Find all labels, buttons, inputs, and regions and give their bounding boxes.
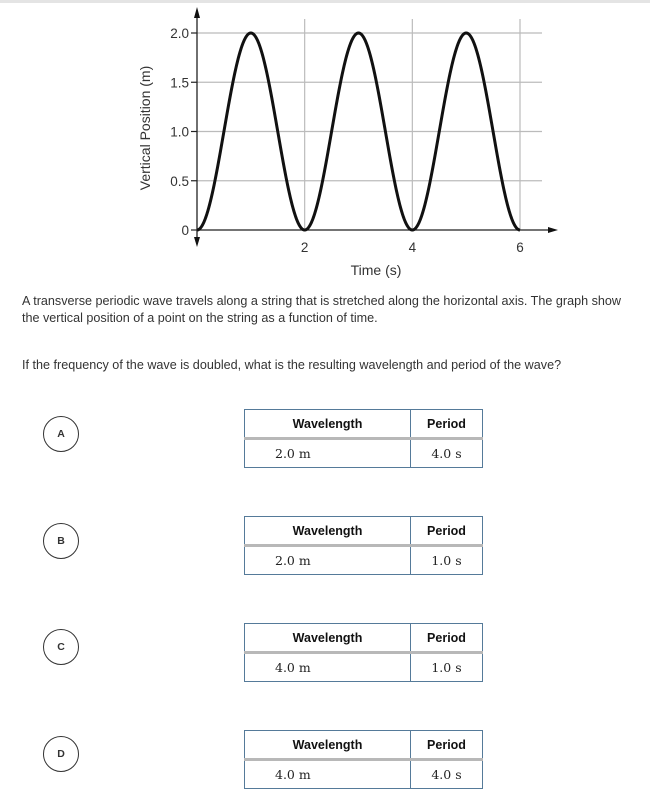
wave-chart [0, 0, 650, 285]
answer-table [244, 730, 483, 789]
y-tick-label: 2.0 [170, 26, 189, 41]
header-wavelength: Wavelength [245, 410, 411, 439]
answer-table [244, 409, 483, 468]
question-prompt: If the frequency of the wave is doubled, what is the resulting wavelength and period of the wave? [22, 357, 650, 374]
x-tick-label: 2 [301, 240, 309, 255]
chart-axes [194, 7, 558, 247]
y-tick-label: 0.5 [170, 174, 189, 189]
x-axis-label: Time (s) [351, 262, 402, 278]
cell-period: 1.0 s [411, 653, 483, 682]
y-axis-label: Vertical Position (m) [137, 66, 153, 190]
x-axis-arrow [548, 227, 558, 233]
answer-option-c[interactable] [0, 623, 650, 703]
answer-table [244, 516, 483, 575]
option-letter-badge[interactable]: C [43, 629, 79, 665]
x-tick-label: 4 [409, 240, 417, 255]
option-letter-badge[interactable]: B [43, 523, 79, 559]
y-axis-arrow-up [194, 7, 200, 18]
y-tick-label: 0 [181, 223, 189, 238]
cell-period: 4.0 s [411, 760, 483, 789]
question-stem-line-2: the vertical position of a point on the string as a function of time. [22, 310, 650, 327]
cell-wavelength: 2.0 m [245, 439, 411, 468]
header-wavelength: Wavelength [245, 731, 411, 760]
answer-option-b[interactable] [0, 516, 650, 596]
header-wavelength: Wavelength [245, 624, 411, 653]
answer-table [244, 623, 483, 682]
answer-option-a[interactable] [0, 409, 650, 489]
answer-option-d[interactable] [0, 730, 650, 810]
header-period: Period [411, 731, 483, 760]
y-tick-label: 1.5 [170, 75, 189, 90]
question-stem-line-1: A transverse periodic wave travels along a string that is stretched along the horizontal axis. The graph show [22, 293, 650, 310]
cell-wavelength: 4.0 m [245, 760, 411, 789]
y-tick-label: 1.0 [170, 125, 189, 140]
option-letter-badge[interactable]: D [43, 736, 79, 772]
cell-wavelength: 2.0 m [245, 546, 411, 575]
x-tick-label: 6 [516, 240, 524, 255]
y-axis-arrow-down [194, 237, 200, 247]
cell-period: 4.0 s [411, 439, 483, 468]
option-letter-badge[interactable]: A [43, 416, 79, 452]
header-period: Period [411, 624, 483, 653]
cell-period: 1.0 s [411, 546, 483, 575]
header-period: Period [411, 517, 483, 546]
cell-wavelength: 4.0 m [245, 653, 411, 682]
header-wavelength: Wavelength [245, 517, 411, 546]
header-period: Period [411, 410, 483, 439]
